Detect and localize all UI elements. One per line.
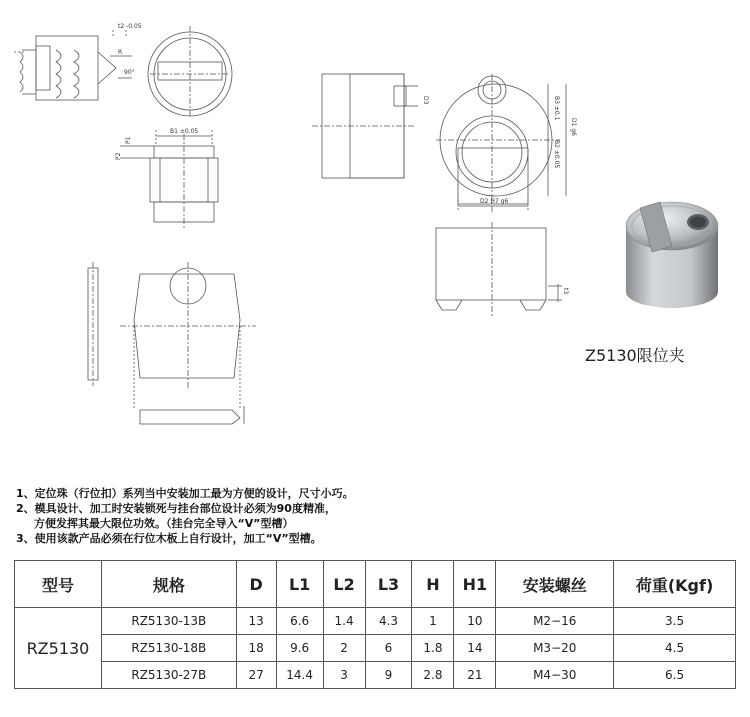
dim-d1: D1 g6 <box>570 118 577 136</box>
header-spec: 规格 <box>101 561 236 608</box>
top-view-circle <box>148 26 232 118</box>
dim-t2: t2 -0.05 <box>118 23 142 30</box>
notes-list <box>16 486 354 546</box>
product-photo <box>626 202 718 308</box>
bottom-side-view <box>436 222 562 316</box>
cell-h1: 14 <box>454 635 496 662</box>
right-section-view <box>312 74 418 178</box>
note-item: 1、定位珠（行位扣）系列当中安装加工最为方便的设计，尺寸小巧。 <box>16 487 354 500</box>
dim-r: R <box>118 49 123 56</box>
cell-d: 18 <box>236 635 276 662</box>
spring-section-view <box>14 30 132 100</box>
header-l2: L2 <box>323 561 365 608</box>
cell-screw: M4−30 <box>496 662 614 689</box>
cell-l1: 14.4 <box>276 662 323 689</box>
header-d: D <box>236 561 276 608</box>
table-row <box>15 635 736 662</box>
cell-spec: RZ5130-13B <box>101 608 236 635</box>
note-item: 方便发挥其最大限位功效。（挂台完全导入“V”型槽） <box>34 517 294 530</box>
cell-h: 1 <box>412 608 454 635</box>
cell-spec: RZ5130-18B <box>101 635 236 662</box>
cell-l3: 4.3 <box>365 608 412 635</box>
base-plate-view <box>120 262 256 424</box>
header-l3: L3 <box>365 561 412 608</box>
cell-screw: M2−16 <box>496 608 614 635</box>
header-h1: H1 <box>454 561 496 608</box>
cell-h1: 10 <box>454 608 496 635</box>
dim-d2: D2 H7 g6 <box>480 198 509 205</box>
cell-l2: 1.4 <box>323 608 365 635</box>
cell-screw: M3−20 <box>496 635 614 662</box>
table-row <box>15 608 736 635</box>
cell-l2: 2 <box>323 635 365 662</box>
side-view-thin <box>88 262 98 386</box>
dim-p1: P1 <box>125 136 132 144</box>
note-item: 2、模具设计、加工时安装锁死与挂台部位设计必须为90度精准， <box>16 502 336 515</box>
cell-load: 6.5 <box>614 662 736 689</box>
cell-spec: RZ5130-27B <box>101 662 236 689</box>
table-row <box>15 662 736 689</box>
note-item: 3、使用该款产品必须在行位木板上自行设计，加工“V”型槽。 <box>16 532 322 545</box>
model-cell: RZ5130 <box>15 608 102 689</box>
header-load: 荷重(Kgf) <box>614 561 736 608</box>
cell-load: 4.5 <box>614 635 736 662</box>
cell-h: 2.8 <box>412 662 454 689</box>
table-header-row <box>15 561 736 608</box>
cell-l1: 9.6 <box>276 635 323 662</box>
cell-load: 3.5 <box>614 608 736 635</box>
dim-b3: B3 ±0.1 <box>553 96 560 121</box>
dim-b1: B1 ±0.05 <box>170 128 199 135</box>
cell-h: 1.8 <box>412 635 454 662</box>
product-caption: Z5130限位夹 <box>585 346 685 365</box>
cell-h1: 21 <box>454 662 496 689</box>
cell-l1: 6.6 <box>276 608 323 635</box>
spec-table <box>14 560 736 689</box>
dim-angle: 90° <box>124 69 135 76</box>
cell-d: 27 <box>236 662 276 689</box>
header-h: H <box>412 561 454 608</box>
plan-view-circle <box>436 74 566 212</box>
dim-d3: D3 <box>422 96 429 105</box>
dim-b2: B2 ±0.05 <box>553 140 560 169</box>
cell-d: 13 <box>236 608 276 635</box>
cell-l3: 9 <box>365 662 412 689</box>
dim-t3: t3 <box>562 288 569 295</box>
front-view-block <box>120 130 218 228</box>
cell-l3: 6 <box>365 635 412 662</box>
cell-l2: 3 <box>323 662 365 689</box>
header-model: 型号 <box>15 561 102 608</box>
header-screw: 安装螺丝 <box>496 561 614 608</box>
header-l1: L1 <box>276 561 323 608</box>
dim-p2: P2 <box>115 152 122 160</box>
